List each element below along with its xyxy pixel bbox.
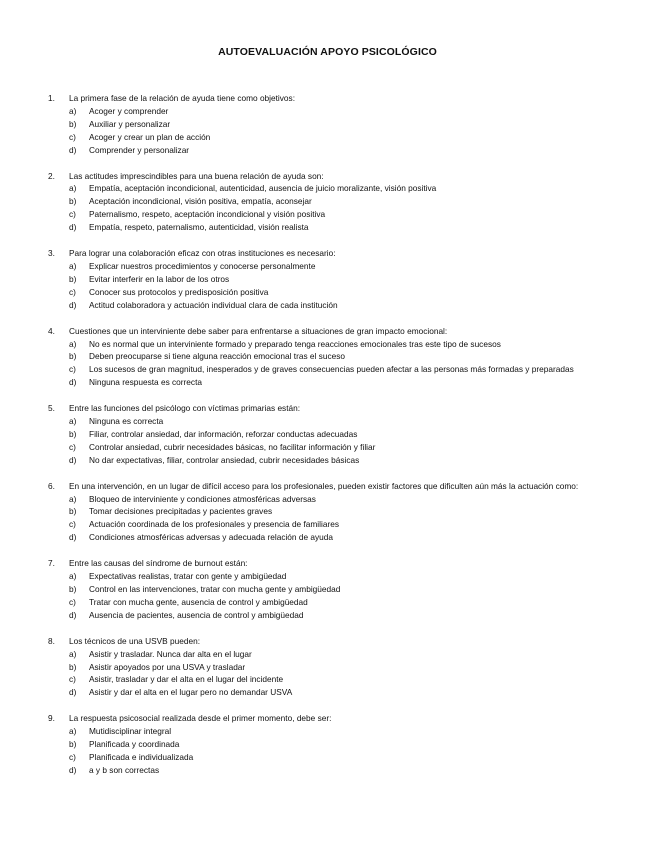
question-4 <box>48 325 618 390</box>
option-letter: b) <box>69 506 77 517</box>
question-row <box>48 480 618 493</box>
option-letter: d) <box>69 144 77 155</box>
option-text: Bloqueo de interviniente y condiciones atmosféricas adversas <box>89 493 316 504</box>
question-number: 2. <box>48 170 55 181</box>
question-5 <box>48 402 618 467</box>
option-letter: d) <box>69 299 77 310</box>
answer-option <box>69 441 618 454</box>
question-text: Los técnicos de una USVB pueden: <box>69 635 200 646</box>
question-row <box>48 247 618 260</box>
option-text: Planificada y coordinada <box>89 739 180 750</box>
option-text: Paternalismo, respeto, aceptación incondicional y visión positiva <box>89 209 326 220</box>
option-letter: a) <box>69 726 77 737</box>
answer-option <box>69 182 618 195</box>
question-text: Entre las causas del síndrome de burnout están: <box>69 558 248 569</box>
option-text: Empatía, aceptación incondicional, autenticidad, ausencia de juicio moralizante, visión positiva <box>89 183 437 194</box>
option-text: No dar expectativas, filiar, controlar ansiedad, cubrir necesidades básicas <box>89 454 360 465</box>
option-text: Expectativas realistas, tratar con gente y ambigüedad <box>89 571 287 582</box>
question-text: Cuestiones que un interviniente debe saber para enfrentarse a situaciones de gran impacto emocional: <box>69 325 448 336</box>
option-text: Ausencia de pacientes, ausencia de control y ambigüedad <box>89 609 304 620</box>
answer-option <box>69 195 618 208</box>
question-number: 6. <box>48 480 55 491</box>
option-list <box>48 415 618 467</box>
option-letter: a) <box>69 105 77 116</box>
question-number: 5. <box>48 403 55 414</box>
option-list <box>48 105 618 157</box>
option-letter: b) <box>69 118 77 129</box>
option-text: Filiar, controlar ansiedad, dar información, reforzar conductas adecuadas <box>89 428 358 439</box>
option-letter: d) <box>69 609 77 620</box>
question-3 <box>48 247 618 312</box>
question-text: Entre las funciones del psicólogo con víctimas primarias están: <box>69 403 301 414</box>
option-list <box>48 725 618 777</box>
answer-option <box>69 493 618 506</box>
option-letter: c) <box>69 131 76 142</box>
option-list <box>48 570 618 622</box>
option-list <box>48 493 618 545</box>
answer-option <box>69 286 618 299</box>
option-letter: d) <box>69 377 77 388</box>
answer-option <box>69 764 618 777</box>
answer-option <box>69 131 618 144</box>
option-text: Evitar interferir en la labor de los otros <box>89 273 230 284</box>
option-text: Planificada e individualizada <box>89 751 194 762</box>
question-text: Las actitudes imprescindibles para una buena relación de ayuda son: <box>69 170 324 181</box>
question-9 <box>48 712 618 777</box>
option-text: Asistir apoyados por una USVA y trasladar <box>89 661 246 672</box>
answer-option <box>69 609 618 622</box>
question-text: La respuesta psicosocial realizada desde el primer momento, debe ser: <box>69 713 332 724</box>
option-text: Asistir y dar el alta en el lugar pero no demandar USVA <box>89 687 293 698</box>
question-number: 3. <box>48 248 55 259</box>
option-letter: a) <box>69 493 77 504</box>
option-letter: a) <box>69 571 77 582</box>
option-letter: b) <box>69 351 77 362</box>
option-text: Tomar decisiones precipitadas y pacientes graves <box>89 506 273 517</box>
option-text: Mutidisciplinar integral <box>89 726 172 737</box>
answer-option <box>69 363 618 376</box>
option-text: No es normal que un interviniente formado y preparado tenga reacciones emocionales tras este tipo de sucesos <box>89 338 501 349</box>
option-list <box>48 648 618 700</box>
question-8 <box>48 635 618 700</box>
answer-option <box>69 725 618 738</box>
answer-option <box>69 338 618 351</box>
option-text: a y b son correctas <box>89 764 160 775</box>
answer-option <box>69 583 618 596</box>
question-text: En una intervención, en un lugar de difícil acceso para los profesionales, pueden existir factores que dificulten aún más la actuación como: <box>69 480 579 491</box>
answer-option <box>69 415 618 428</box>
option-letter: c) <box>69 674 76 685</box>
answer-option <box>69 105 618 118</box>
option-text: Condiciones atmosféricas adversas y adecuada relación de ayuda <box>89 532 333 543</box>
option-text: Comprender y personalizar <box>89 144 190 155</box>
answer-option <box>69 299 618 312</box>
question-2 <box>48 170 618 235</box>
option-list <box>48 260 618 312</box>
option-letter: c) <box>69 209 76 220</box>
option-letter: b) <box>69 273 77 284</box>
option-letter: d) <box>69 532 77 543</box>
answer-option <box>69 673 618 686</box>
question-number: 9. <box>48 713 55 724</box>
question-row <box>48 92 618 105</box>
question-number: 7. <box>48 558 55 569</box>
option-text: Explicar nuestros procedimientos y conocerse personalmente <box>89 260 316 271</box>
option-letter: a) <box>69 183 77 194</box>
option-letter: a) <box>69 260 77 271</box>
option-letter: c) <box>69 286 76 297</box>
option-text: Conocer sus protocolos y predisposición positiva <box>89 286 269 297</box>
question-number: 4. <box>48 325 55 336</box>
option-text: Asistir, trasladar y dar el alta en el lugar del incidente <box>89 674 284 685</box>
answer-option <box>69 686 618 699</box>
question-row <box>48 635 618 648</box>
answer-option <box>69 648 618 661</box>
option-letter: b) <box>69 428 77 439</box>
question-row <box>48 557 618 570</box>
option-letter: a) <box>69 416 77 427</box>
answer-option <box>69 505 618 518</box>
answer-option <box>69 454 618 467</box>
option-list <box>48 338 618 390</box>
question-7 <box>48 557 618 622</box>
option-letter: d) <box>69 764 77 775</box>
option-list <box>48 182 618 234</box>
answer-option <box>69 208 618 221</box>
option-text: Deben preocuparse si tiene alguna reacción emocional tras el suceso <box>89 351 345 362</box>
answer-option <box>69 661 618 674</box>
question-row <box>48 402 618 415</box>
answer-option <box>69 350 618 363</box>
answer-option <box>69 260 618 273</box>
question-1 <box>48 92 618 157</box>
option-text: Ninguna es correcta <box>89 416 164 427</box>
option-letter: a) <box>69 338 77 349</box>
answer-option <box>69 531 618 544</box>
option-text: Acoger y comprender <box>89 105 169 116</box>
answer-option <box>69 570 618 583</box>
question-text: Para lograr una colaboración eficaz con otras instituciones es necesario: <box>69 248 336 259</box>
option-text: Auxiliar y personalizar <box>89 118 171 129</box>
option-text: Empatía, respeto, paternalismo, autenticidad, visión realista <box>89 222 309 233</box>
question-6 <box>48 480 618 545</box>
option-letter: b) <box>69 661 77 672</box>
question-text: La primera fase de la relación de ayuda tiene como objetivos: <box>69 93 295 103</box>
option-text: Control en las intervenciones, tratar con mucha gente y ambigüedad <box>89 584 341 594</box>
option-letter: d) <box>69 222 77 233</box>
option-letter: c) <box>69 519 76 530</box>
answer-option <box>69 273 618 286</box>
answer-option <box>69 428 618 441</box>
option-text: Controlar ansiedad, cubrir necesidades básicas, no facilitar información y filiar <box>89 441 376 452</box>
option-letter: c) <box>69 441 76 452</box>
answer-option <box>69 118 618 131</box>
answer-option <box>69 144 618 157</box>
answer-option <box>69 596 618 609</box>
question-number: 1. <box>48 93 55 103</box>
option-letter: d) <box>69 687 77 698</box>
answer-option <box>69 518 618 531</box>
option-text: Actitud colaboradora y actuación individual clara de cada institución <box>89 299 338 310</box>
question-number: 8. <box>48 635 55 646</box>
option-letter: d) <box>69 454 77 465</box>
option-letter: b) <box>69 196 77 207</box>
option-letter: c) <box>69 751 76 762</box>
answer-option <box>69 221 618 234</box>
document-title: AUTOEVALUACIÓN APOYO PSICOLÓGICO <box>218 46 437 58</box>
answer-option <box>69 738 618 751</box>
option-letter: c) <box>69 596 76 607</box>
option-letter: a) <box>69 648 77 659</box>
answer-option <box>69 376 618 389</box>
option-letter: c) <box>69 364 76 375</box>
question-row <box>48 325 618 338</box>
question-list <box>48 92 618 790</box>
option-text: Tratar con mucha gente, ausencia de control y ambigüedad <box>89 596 308 607</box>
question-row <box>48 712 618 725</box>
question-row <box>48 170 618 183</box>
answer-option <box>69 751 618 764</box>
option-text: Aceptación incondicional, visión positiva, empatía, aconsejar <box>89 196 312 207</box>
option-text: Ninguna respuesta es correcta <box>89 377 202 388</box>
option-text: Los sucesos de gran magnitud, inesperados y de graves consecuencias pueden afectar a las personas más formadas y preparadas <box>89 364 574 375</box>
option-text: Asistir y trasladar. Nunca dar alta en el lugar <box>89 648 252 659</box>
option-letter: b) <box>69 584 77 594</box>
option-text: Acoger y crear un plan de acción <box>89 131 211 142</box>
option-text: Actuación coordinada de los profesionales y presencia de familiares <box>89 519 339 530</box>
option-letter: b) <box>69 739 77 750</box>
